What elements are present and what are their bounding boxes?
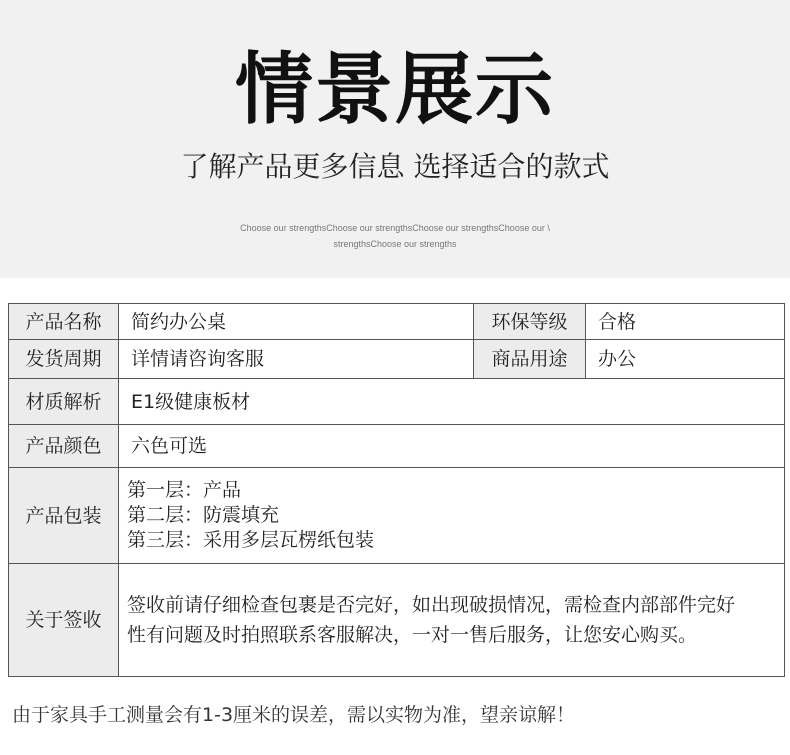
table-row: [9, 468, 785, 564]
packaging-label: 产品包装: [9, 468, 119, 564]
measurement-disclaimer: 由于家具手工测量会有1-3厘米的误差，需以实物为准，望亲谅解！: [12, 704, 576, 726]
packaging-line: 第三层：采用多层瓦楞纸包装: [127, 529, 375, 551]
table-row: [9, 564, 785, 677]
eco-grade-value: 合格: [586, 304, 785, 340]
shipping-value: 详情请咨询客服: [119, 340, 474, 379]
scene-banner: [0, 0, 790, 278]
color-label: 产品颜色: [9, 425, 119, 468]
table-row: [9, 379, 785, 425]
banner-subtitle: 了解产品更多信息 选择适合的款式: [180, 150, 610, 183]
usage-label: 商品用途: [474, 340, 586, 379]
banner-english-line-2: strengthsChoose our strengths: [333, 239, 457, 249]
eco-grade-label: 环保等级: [474, 304, 586, 340]
receipt-line: 签收前请仔细检查包裹是否完好，如出现破损情况，需检查内部部件完好: [127, 594, 736, 616]
receipt-line: 性有问题及时拍照联系客服解决，一对一售后服务，让您安心购买。: [127, 624, 698, 646]
table-row: [9, 425, 785, 468]
receipt-label: 关于签收: [9, 564, 119, 677]
usage-value: 办公: [586, 340, 785, 379]
color-value: 六色可选: [119, 425, 785, 468]
packaging-line: 第二层：防震填充: [127, 504, 280, 526]
product-spec-table: [8, 303, 785, 677]
material-value: E1级健康板材: [119, 379, 785, 425]
banner-english-line-1: Choose our strengthsChoose our strengthsChoose our strengthsChoose our \: [240, 223, 550, 233]
product-name-label: 产品名称: [9, 304, 119, 340]
packaging-line: 第一层：产品: [127, 479, 242, 501]
banner-english-text: [230, 220, 560, 252]
packaging-value: [119, 468, 785, 564]
material-label: 材质解析: [9, 379, 119, 425]
table-row: [9, 304, 785, 340]
banner-title: 情景展示: [234, 44, 555, 135]
shipping-label: 发货周期: [9, 340, 119, 379]
receipt-value: [119, 564, 785, 677]
table-row: [9, 340, 785, 379]
product-name-value: 简约办公桌: [119, 304, 474, 340]
